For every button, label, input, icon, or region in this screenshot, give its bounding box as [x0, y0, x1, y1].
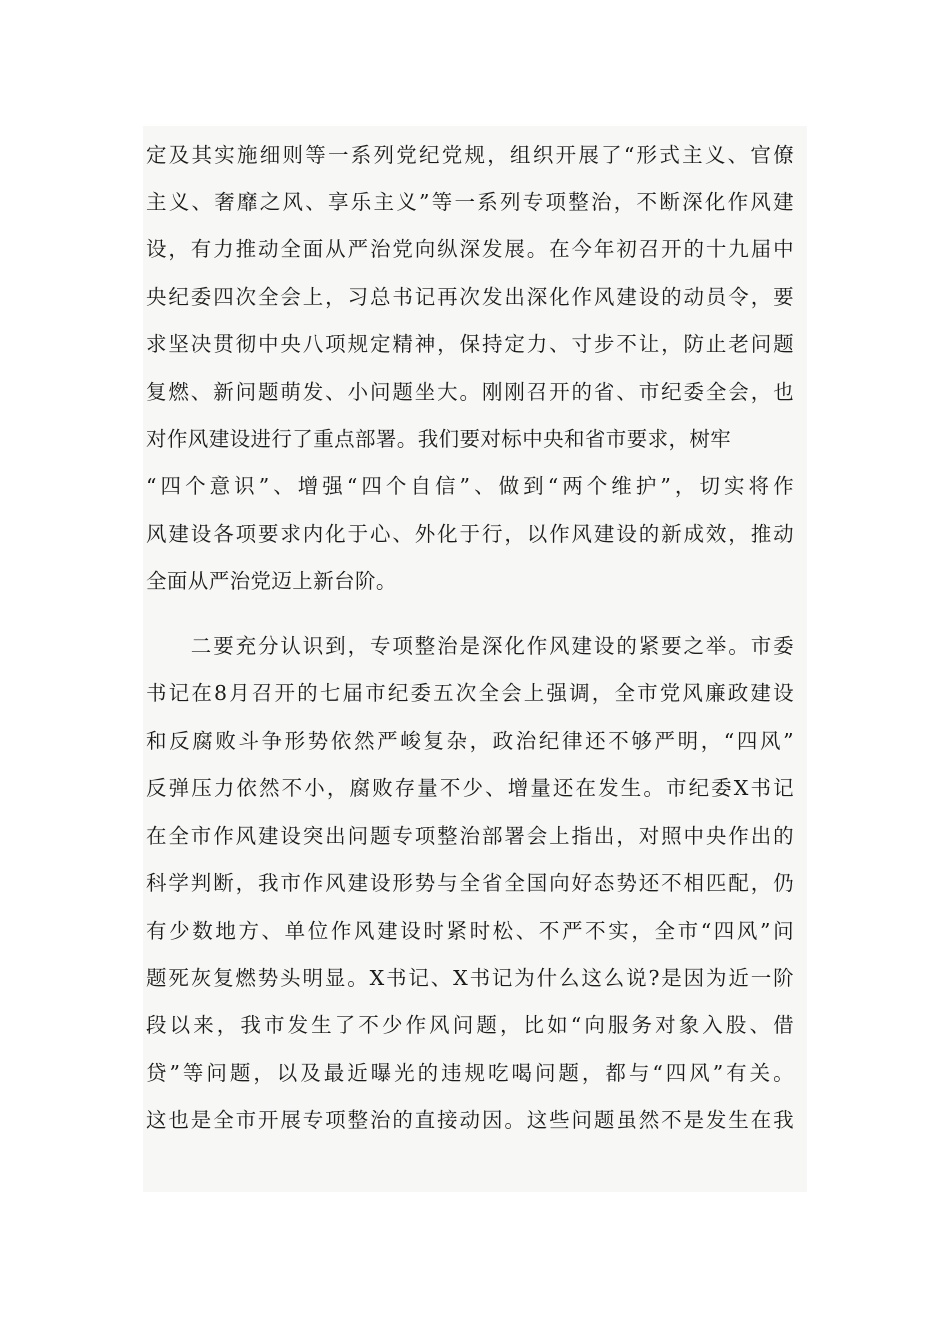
text-line: 求坚决贯彻中央八项规定精神，保持定力、寸步不让，防止老问题: [146, 332, 794, 356]
text-line: 反弹压力依然不小，腐败存量不少、增量还在发生。市纪委X书记: [146, 776, 794, 800]
text-line: 主义、奢靡之风、享乐主义”等一系列专项整治，不断深化作风建: [146, 190, 794, 214]
text-line: 科学判断，我市作风建设形势与全省全国向好态势还不相匹配，仍: [146, 871, 794, 895]
text-line: 二要充分认识到，专项整治是深化作风建设的紧要之举。市委: [146, 634, 794, 658]
text-line: 定及其实施细则等一系列党纪党规，组织开展了“形式主义、官僚: [146, 143, 794, 167]
text-line: 贷”等问题，以及最近曝光的违规吃喝问题，都与“四风”有关。: [146, 1061, 794, 1085]
text-line: 设，有力推动全面从严治党向纵深发展。在今年初召开的十九届中: [146, 237, 794, 261]
text-line: “四个意识”、增强“四个自信”、做到“两个维护”，切实将作: [146, 474, 794, 498]
text-line: 央纪委四次全会上，习总书记再次发出深化作风建设的动员令，要: [146, 285, 794, 309]
text-line: 书记在8月召开的七届市纪委五次全会上强调，全市党风廉政建设: [146, 681, 794, 705]
text-line: 题死灰复燃势头明显。X书记、X书记为什么这么说?是因为近一阶: [146, 966, 794, 990]
document-body: [143, 126, 807, 1192]
text-line: 这也是全市开展专项整治的直接动因。这些问题虽然不是发生在我: [146, 1108, 794, 1132]
text-line: 段以来，我市发生了不少作风问题，比如“向服务对象入股、借: [146, 1013, 794, 1037]
text-line: 全面从严治党迈上新台阶。: [146, 569, 397, 593]
text-line: 在全市作风建设突出问题专项整治部署会上指出，对照中央作出的: [146, 824, 794, 848]
text-line: 复燃、新问题萌发、小问题坐大。刚刚召开的省、市纪委全会，也: [146, 380, 794, 404]
text-line: 对作风建设进行了重点部署。我们要对标中央和省市要求，树牢: [146, 427, 732, 451]
text-line: 有少数地方、单位作风建设时紧时松、不严不实，全市“四风”问: [146, 919, 794, 943]
text-line: 风建设各项要求内化于心、外化于行，以作风建设的新成效，推动: [146, 522, 794, 546]
text-line: 和反腐败斗争形势依然严峻复杂，政治纪律还不够严明，“四风”: [146, 729, 794, 753]
